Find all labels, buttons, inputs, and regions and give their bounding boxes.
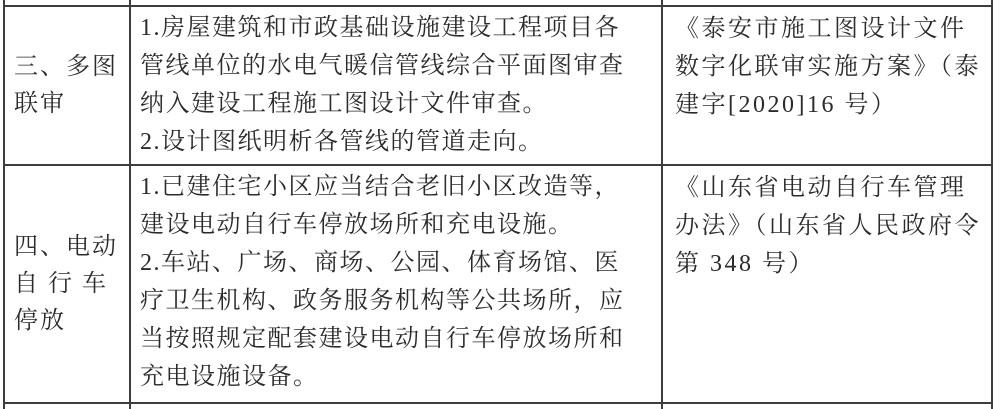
content-cell	[131, 7, 661, 164]
content-line: 充电设施设备。	[140, 364, 319, 390]
content-line: 当按照规定配套建设电动自行车停放场所和	[140, 326, 625, 352]
content-line: 1.已建住宅小区应当结合老旧小区改造等，	[140, 174, 620, 200]
content-line: 1.房屋建筑和市政基础设施建设工程项目各	[140, 15, 620, 41]
reference-line: 办法》（山东省人民政府令	[675, 213, 981, 239]
content-line: 2.设计图纸明析各管线的管道走向。	[140, 129, 544, 155]
reference-cell	[663, 166, 991, 402]
reference-line: 《山东省电动自行车管理	[675, 175, 967, 201]
content-line: 建设电动自行车停放场所和充电设施。	[140, 212, 574, 238]
content-line: 纳入建设工程施工图设计文件审查。	[140, 91, 548, 117]
section-header-cell	[5, 7, 129, 164]
reference-cell	[663, 7, 991, 164]
reference-line: 《泰安市施工图设计文件	[675, 16, 967, 42]
section-header-line: 四、电动	[14, 233, 118, 260]
reference-line: 建字[2020]16 号）	[675, 92, 898, 118]
reference-line: 第 348 号）	[675, 251, 815, 277]
content-line: 管线单位的水电气暖信管线综合平面图审查	[140, 53, 625, 79]
section-header-line: 联审	[14, 90, 66, 117]
content-line: 疗卫生机构、政务服务机构等公共场所，应	[140, 288, 625, 314]
section-header-line: 三、多图	[14, 53, 118, 80]
content-line: 2.车站、广场、商场、公园、体育场馆、医	[140, 250, 620, 276]
section-header-cell	[5, 166, 129, 402]
reference-line: 数字化联审实施方案》（泰	[675, 54, 981, 80]
content-cell	[131, 166, 661, 402]
table-row-divider-bottom	[3, 402, 993, 404]
section-header-line: 停放	[14, 307, 66, 334]
section-header-line: 自 行 车	[14, 270, 108, 297]
table-right-border	[991, 0, 993, 409]
